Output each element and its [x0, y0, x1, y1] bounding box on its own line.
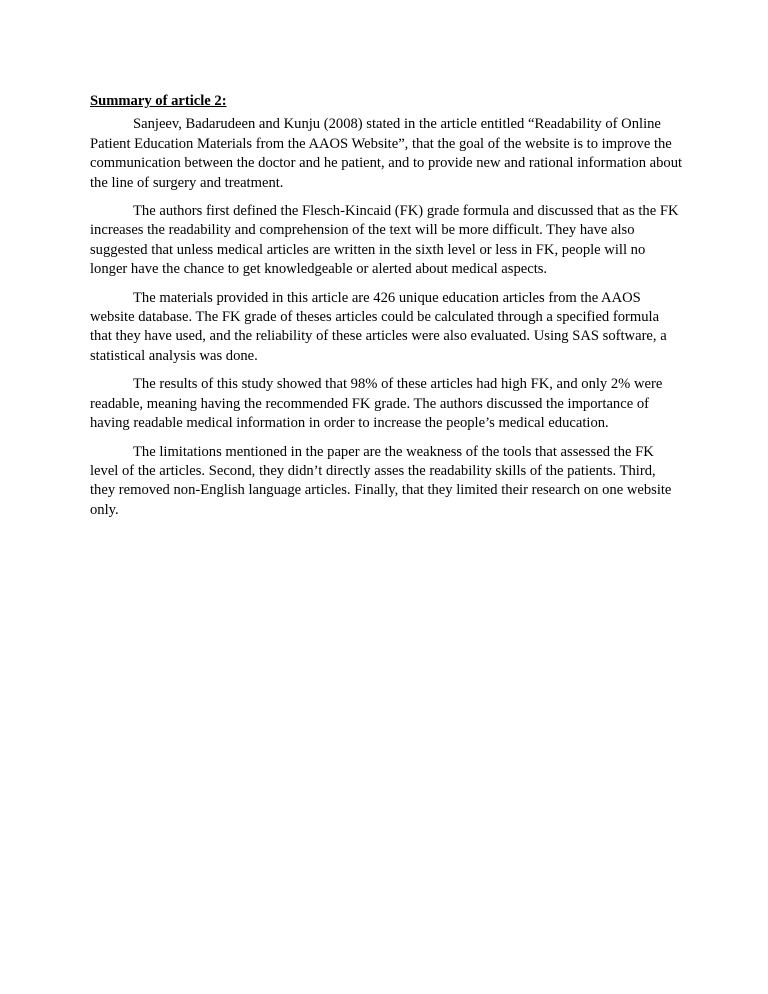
document-body — [90, 92, 684, 529]
paragraph-results: The results of this study showed that 98% of these articles had high FK, and only 2% were readable, meaning having the recommended FK grade. The authors discussed the importance of having readable medical information in order to increase the people’s medical education. — [90, 376, 663, 432]
paragraph-introduction: Sanjeev, Badarudeen and Kunju (2008) stated in the article entitled “Readability of Online Patient Education Materials from the AAOS Website”, that the goal of the website is to improve the communication between the doctor and he patient, and to provide new and rational information about the line of surgery and treatment. — [90, 116, 683, 191]
section-heading: Summary of article 2: — [90, 93, 227, 109]
paragraph-limitations: The limitations mentioned in the paper are the weakness of the tools that assessed the FK level of the articles. Second, they didn’t directly asses the readability skills of the patients. Third, they removed non-English language articles. Finally, that they limited their research on one website only. — [90, 443, 672, 518]
paragraph-materials: The materials provided in this article are 426 unique education articles from the AAOS website database. The FK grade of theses articles could be calculated through a specified formula that they have used, and the reliability of these articles were also evaluated. Using SAS software, a statistical analysis was done. — [90, 289, 667, 364]
paragraph-fk-formula: The authors first defined the Flesch-Kincaid (FK) grade formula and discussed that as the FK increases the readability and comprehension of the text will be more difficult. They have also suggested that unless medical articles are written in the sixth level or less in FK, people will no longer have the chance to get knowledgeable or alerted about medical aspects. — [90, 203, 679, 278]
